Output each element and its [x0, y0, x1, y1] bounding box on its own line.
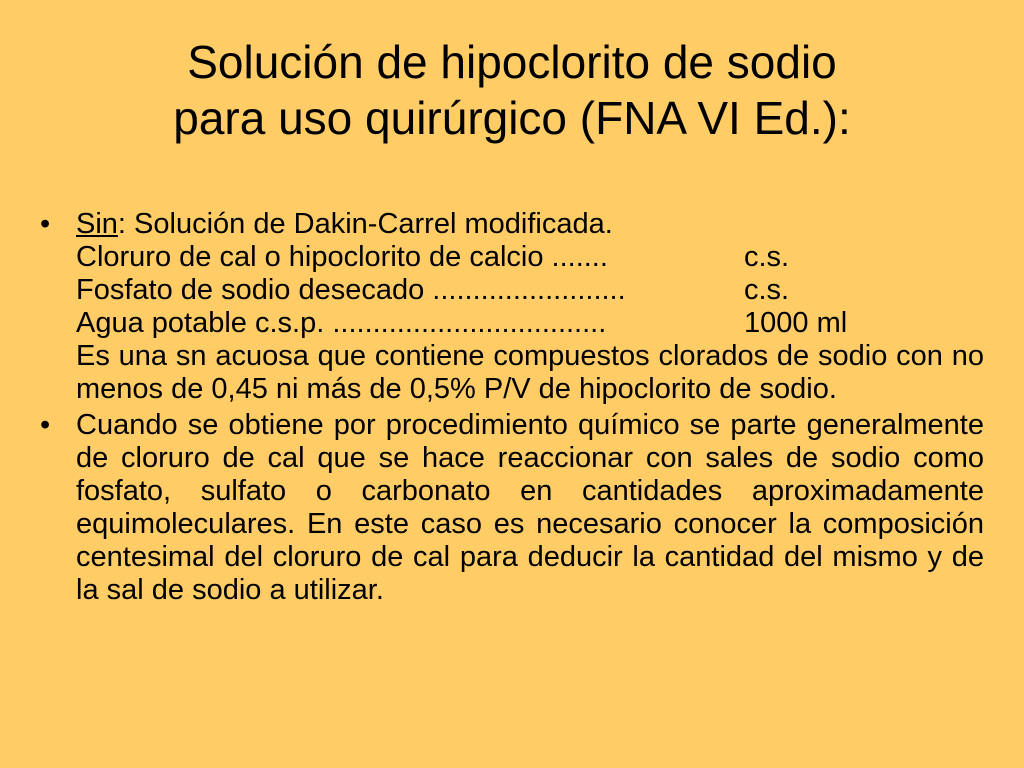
title-line-1: Solución de hipoclorito de sodio: [187, 36, 837, 88]
formula-quantity: c.s.: [744, 241, 790, 273]
synonym-text: : Solución de Dakin-Carrel modificada.: [117, 208, 613, 240]
formula-ingredient: Cloruro de cal o hipoclorito de calcio .......: [76, 241, 608, 273]
formula-row-1: [76, 241, 984, 274]
bullet-item-synonym: [40, 208, 984, 406]
slide-body: [40, 208, 984, 607]
formula-row-2: [76, 274, 984, 307]
preparation-text: Cuando se obtiene por procedimiento químico se parte generalmente de cloruro de cal que se hace reaccionar con sales de sodio como fosfato, sulfato o carbonato en cantidades aproximadamente equimoleculares. En este caso es necesario conocer la composición centesimal del cloruro de cal para deducir la cantidad del mismo y de la sal de sodio a utilizar.: [76, 409, 984, 606]
bullet-marker: •: [40, 208, 51, 240]
synonym-line: [76, 208, 984, 241]
bullet-marker: •: [40, 409, 51, 441]
bullet-item-preparation: [40, 409, 984, 607]
slide-title: [40, 34, 984, 146]
formula-quantity: 1000 ml: [744, 307, 848, 339]
title-line-2: para uso quirúrgico (FNA VI Ed.):: [173, 92, 851, 144]
formula-description: Es una sn acuosa que contiene compuestos clorados de sodio con no menos de 0,45 ni más de 0,5% P/V de hipoclorito de sodio.: [76, 340, 984, 405]
formula-quantity: c.s.: [744, 274, 790, 306]
synonym-label: Sin: [76, 208, 118, 240]
formula-ingredient: Agua potable c.s.p. ..................................: [76, 307, 607, 339]
formula-row-3: [76, 307, 984, 340]
formula-ingredient: Fosfato de sodio desecado ........................: [76, 274, 626, 306]
